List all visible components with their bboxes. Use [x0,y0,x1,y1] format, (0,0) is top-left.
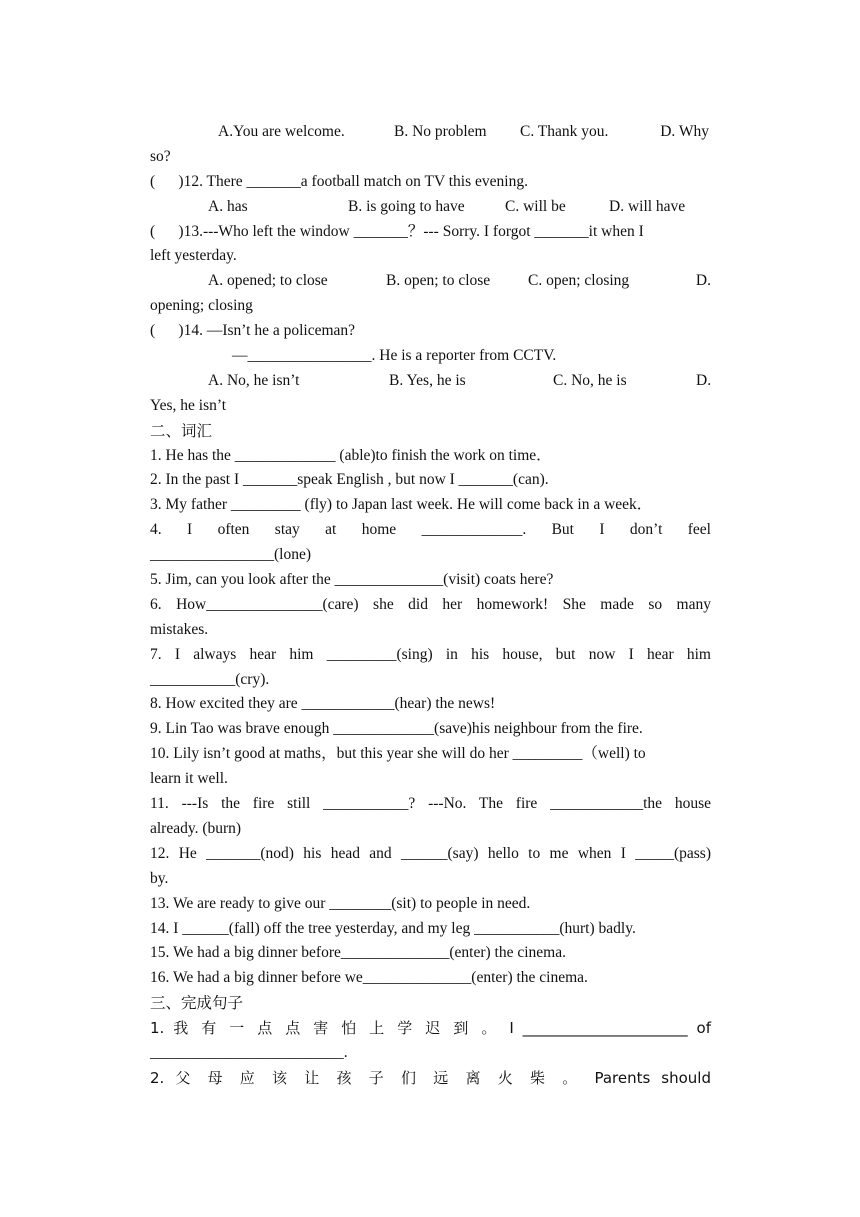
q11-options [150,120,711,145]
vocab-line-18: by. [150,869,169,887]
vocab-line-4: 4. I often stay at home _____________. But I don’t feel [150,521,711,539]
q12-options [150,195,711,220]
q13-option-a: A. opened; to close [208,272,328,290]
q14-option-c: C. No, he is [553,371,627,389]
vocab-line-1: 1. He has the _____________ (able)to finish the work on time． [150,446,552,464]
vocab-line-3: 3. My father _________ (fly) to Japan last week. He will come back in a week． [150,496,653,514]
worksheet-page [150,120,711,1091]
q13-option-d: D. [695,272,711,290]
q13-option-d-continued: opening; closing [150,297,253,315]
vocab-line-2: 2. In the past I _______speak English , but now I _______(can). [150,471,549,489]
vocab-line-7: 6. How_______________(care) she did her homework! She made so many [150,595,711,613]
q12-option-a: A. has [208,197,248,215]
q13-stem-continued: left yesterday. [150,247,237,265]
vocab-line-22: 16. We had a big dinner before we______________(enter) the cinema. [150,969,588,987]
vocab-line-21: 15. We had a big dinner before______________(enter) the cinema. [150,944,566,962]
section2-title: 二、词汇 [150,421,213,440]
q11-option-d-continued: so? [150,147,171,165]
q11-option-b: B. No problem [394,123,487,140]
sentence-line-3: 2. 父 母 应 该 让 孩 子 们 远 离 火 柴 。 Parents should [150,1068,711,1087]
vocab-line-14: learn it well. [150,770,228,788]
q14-option-d: D. [696,371,712,389]
vocab-line-11: 8. How excited they are ____________(hear) the news! [150,695,496,713]
q11-option-a: A.You are welcome. [218,123,345,140]
vocab-line-20: 14. I ______(fall) off the tree yesterday, and my leg ___________(hurt) badly. [150,919,636,937]
sentence-line-1: 1. 我 有 一 点 点 害 怕 上 学 迟 到 。 I ______________________ of [150,1019,711,1038]
vocab-line-12: 9. Lin Tao was brave enough _____________(save)his neighbour from the fire. [150,720,643,738]
q12-option-d: D. will have [609,197,686,215]
section3-title: 三、完成句子 [150,994,244,1013]
vocab-line-5: ________________(lone) [150,546,312,564]
q11-option-c: C. Thank you. [520,123,609,140]
q14-option-b: B. Yes, he is [389,371,466,389]
q14-reply: —________________. He is a reporter from CCTV. [232,347,557,365]
q14-option-d-continued: Yes, he isn’t [150,396,227,414]
q13-stem: ( )13.---Who left the window _______？--- Sorry. I forgot _______it when I [150,222,644,240]
vocab-line-16: already. (burn) [150,819,242,837]
sentence-line-2: _________________________. [150,1043,348,1061]
vocab-line-19: 13. We are ready to give our ________(sit) to people in need. [150,894,531,912]
vocab-line-17: 12. He _______(nod) his head and ______(say) hello to me when I _____(pass) [150,844,711,862]
vocab-line-6: 5. Jim, can you look after the ______________(visit) coats here? [150,571,554,589]
q13-options [150,269,711,294]
q13-option-c: C. open; closing [528,272,630,290]
vocab-line-8: mistakes. [150,620,209,638]
q14-options [150,369,711,394]
vocab-line-15: 11. ---Is the fire still ___________? ---No. The fire ____________the house [150,795,711,813]
vocab-line-9: 7. I always hear him _________(sing) in his house, but now I hear him [150,645,711,663]
vocab-line-10: ___________(cry). [150,670,270,688]
q13-option-b: B. open; to close [386,272,491,290]
q14-stem: ( )14. —Isn’t he a policeman? [150,322,356,340]
q12-stem: ( )12. There _______a football match on TV this evening. [150,172,528,190]
q11-option-d: D. Why [660,123,709,140]
q12-option-b: B. is going to have [348,197,465,215]
q12-option-c: C. will be [505,197,566,215]
q14-option-a: A. No, he isn’t [208,371,300,389]
vocab-line-13: 10. Lily isn’t good at maths，but this year she will do her _________（well) to [150,745,646,763]
